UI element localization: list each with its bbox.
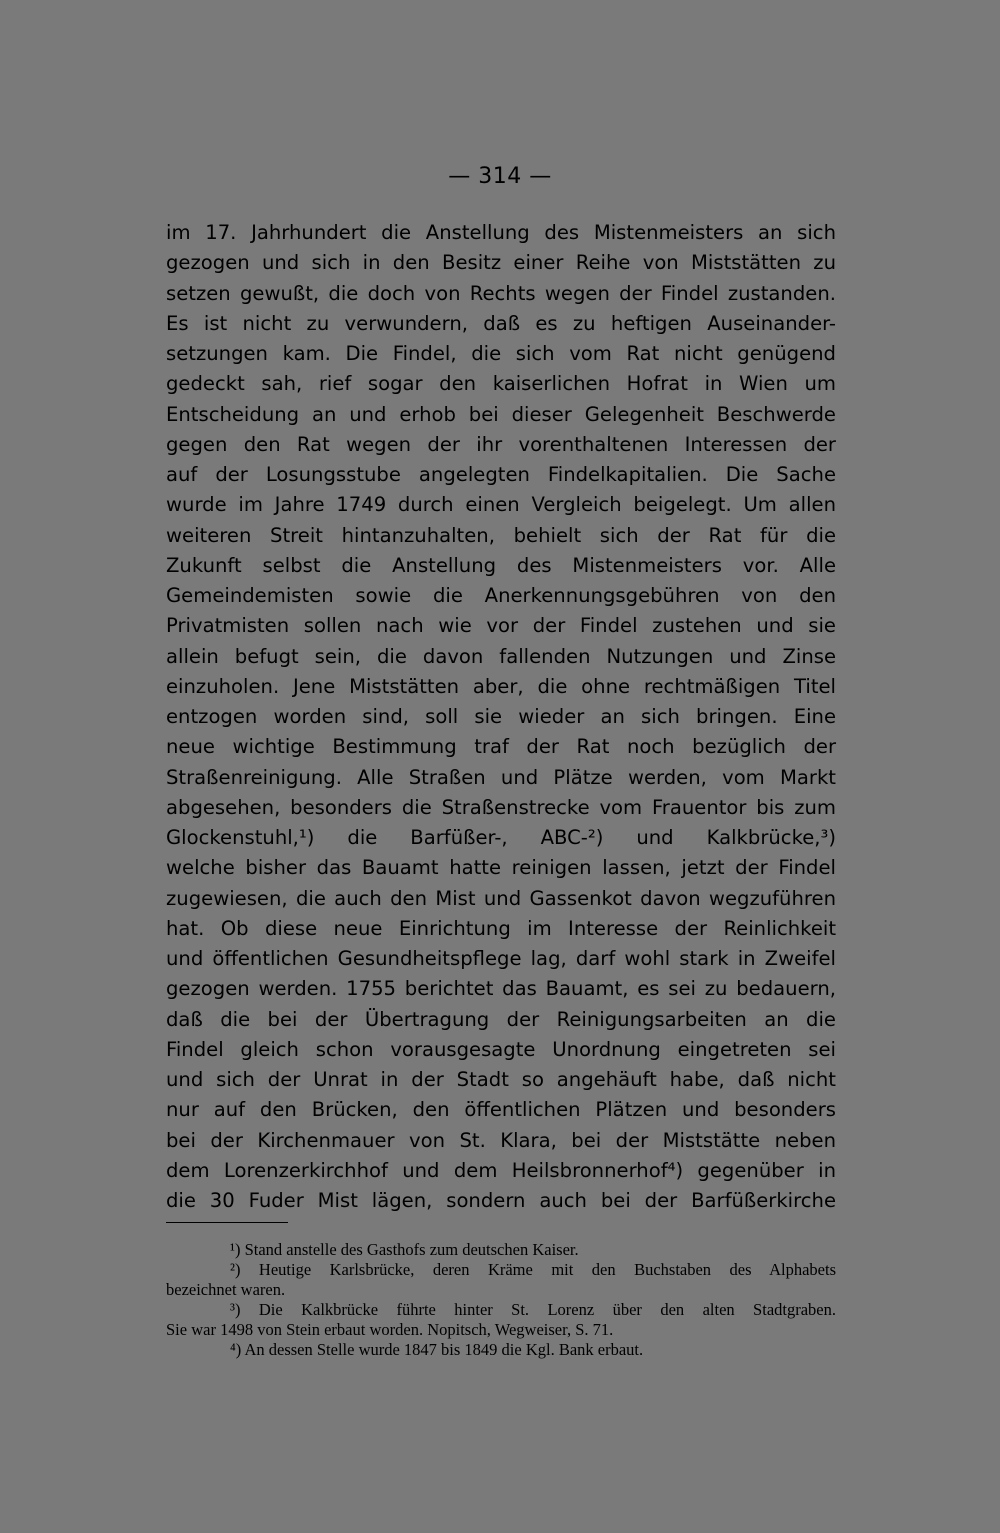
text-line: Straßenreinigung. Alle Straßen und Plätze werden, vom Markt: [166, 765, 836, 789]
text-line: Glockenstuhl,¹) die Barfüßer-, ABC-²) und Kalkbrücke,³): [166, 826, 836, 849]
text-line: die 30 Fuder Mist lägen, sondern auch bei der Barfüßerkirche: [166, 1189, 836, 1212]
footnotes: [166, 1240, 836, 1360]
text-line: im 17. Jahrhundert die Anstellung des Mistenmeisters an sich: [166, 221, 836, 244]
text-line: Gemeindemisten sowie die Anerkennungsgebühren von den: [166, 584, 836, 607]
footnote-2-continued: bezeichnet waren.: [166, 1280, 286, 1299]
text-line: gegen den Rat wegen der ihr vorenthaltenen Interessen der: [166, 432, 836, 456]
text-line: allein befugt sein, die davon fallenden Nutzungen und Zinse: [166, 644, 836, 668]
footnote-1: ¹) Stand anstelle des Gasthofs zum deutschen Kaiser.: [230, 1240, 579, 1259]
text-line: Findel gleich schon vorausgesagte Unordnung eingetreten sei: [166, 1037, 836, 1061]
footnote-2: ²) Heutige Karlsbrücke, deren Kräme mit den Buchstaben des Alphabets: [230, 1260, 836, 1279]
text-line: gezogen und sich in den Besitz einer Reihe von Miststätten zu: [166, 251, 836, 275]
text-line: Privatmisten sollen nach wie vor der Findel zustehen und sie: [166, 614, 836, 638]
text-line: gezogen werden. 1755 berichtet das Bauamt, es sei zu bedauern,: [166, 977, 836, 1001]
text-line: weiteren Streit hintanzuhalten, behielt sich der Rat für die: [166, 523, 836, 547]
text-line: Zukunft selbst die Anstellung des Mistenmeisters vor. Alle: [166, 553, 836, 577]
text-line: gedeckt sah, rief sogar den kaiserlichen Hofrat in Wien um: [166, 372, 836, 396]
text-line: einzuholen. Jene Miststätten aber, die ohne rechtmäßigen Titel: [166, 674, 836, 698]
text-line: daß die bei der Übertragung der Reinigungsarbeiten an die: [166, 1007, 836, 1031]
text-line: und sich der Unrat in der Stadt so angehäuft habe, daß nicht: [166, 1068, 836, 1091]
text-line: abgesehen, besonders die Straßenstrecke vom Frauentor bis zum: [166, 795, 836, 819]
text-line: nur auf den Brücken, den öffentlichen Plätzen und besonders: [166, 1098, 836, 1122]
text-line: dem Lorenzerkirchhof und dem Heilsbronnerhof⁴) gegenüber in: [166, 1158, 836, 1182]
footnote-divider: [166, 1222, 288, 1223]
text-line: bei der Kirchenmauer von St. Klara, bei der Miststätte neben: [166, 1128, 836, 1152]
main-text: [166, 218, 836, 1216]
text-line: entzogen worden sind, soll sie wieder an sich bringen. Eine: [166, 705, 836, 728]
text-line: zugewiesen, die auch den Mist und Gassenkot davon wegzuführen: [166, 886, 836, 910]
text-line: und öffentlichen Gesundheitspflege lag, darf wohl stark in Zweifel: [166, 947, 836, 970]
text-line: setzen gewußt, die doch von Rechts wegen der Findel zustanden.: [166, 281, 836, 305]
page-number: — 314 —: [448, 164, 552, 189]
text-line: neue wichtige Bestimmung traf der Rat noch bezüglich der: [166, 735, 836, 759]
footnote-3-continued: Sie war 1498 von Stein erbaut worden. Nopitsch, Wegweiser, S. 71.: [166, 1320, 614, 1339]
text-line: Es ist nicht zu verwundern, daß es zu heftigen Auseinander-: [166, 311, 836, 335]
footnote-3: ³) Die Kalkbrücke führte hinter St. Lorenz über den alten Stadtgraben.: [230, 1300, 836, 1319]
text-line: auf der Losungsstube angelegten Findelkapitalien. Die Sache: [166, 463, 836, 486]
footnote-4: ⁴) An dessen Stelle wurde 1847 bis 1849 die Kgl. Bank erbaut.: [230, 1340, 644, 1359]
text-line: wurde im Jahre 1749 durch einen Vergleich beigelegt. Um allen: [166, 493, 836, 517]
text-line: Entscheidung an und erhob bei dieser Gelegenheit Beschwerde: [166, 402, 836, 426]
text-line: welche bisher das Bauamt hatte reinigen lassen, jetzt der Findel: [166, 856, 836, 880]
text-line: hat. Ob diese neue Einrichtung im Interesse der Reinlichkeit: [166, 916, 836, 940]
text-line: setzungen kam. Die Findel, die sich vom Rat nicht genügend: [166, 342, 836, 365]
